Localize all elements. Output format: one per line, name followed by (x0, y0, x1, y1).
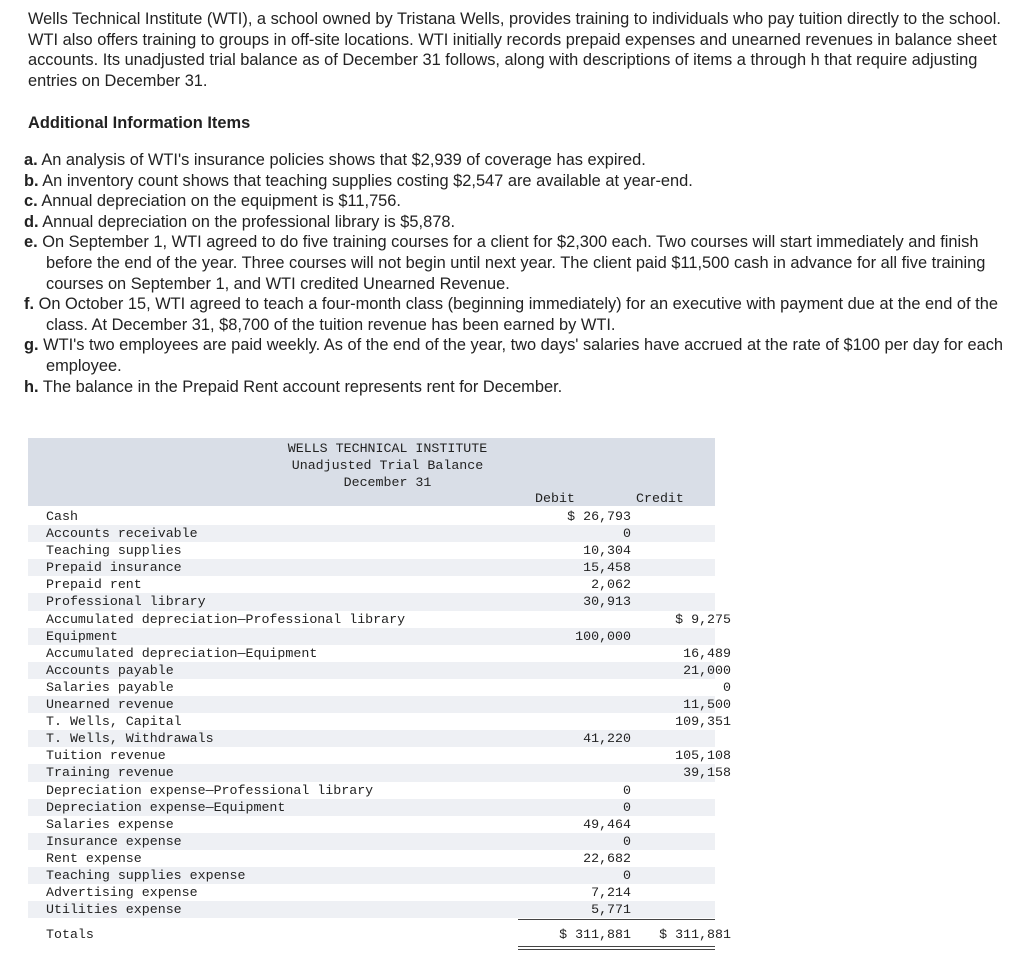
account-name: Prepaid insurance (46, 560, 182, 576)
table-row (28, 628, 715, 645)
double-rule-1 (518, 946, 715, 947)
account-name: T. Wells, Capital (46, 714, 182, 730)
info-item-text: An analysis of WTI's insurance policies shows that $2,939 of coverage has expired. (41, 151, 646, 169)
info-item-letter: g. (24, 336, 39, 355)
debit-amount: 0 (623, 782, 631, 798)
table-row (28, 713, 731, 730)
section-title: Additional Information Items (28, 114, 251, 132)
totals-row (28, 926, 731, 943)
info-item-text: Annual depreciation on the professional library is $5,878. (42, 212, 455, 231)
credit-amount: 0 (723, 679, 731, 695)
info-item-letter: e. (24, 233, 38, 252)
table-row (28, 764, 731, 781)
table-row (28, 850, 715, 867)
statement-title: Unadjusted Trial Balance (291, 458, 484, 473)
account-name: Salaries payable (46, 679, 174, 695)
info-item-letter: d. (24, 212, 39, 231)
debit-amount: 0 (623, 867, 631, 883)
trial-balance-rows (28, 508, 731, 918)
account-name: Unearned revenue (46, 697, 174, 713)
account-name: Rent expense (46, 850, 142, 866)
debit-column-header: Debit (535, 491, 575, 506)
credit-amount: 11,500 (683, 697, 731, 713)
debit-amount: 15,458 (583, 560, 631, 576)
account-name: Tuition revenue (46, 748, 166, 764)
totals-credit: $ 311,881 (659, 927, 731, 942)
info-item (24, 212, 1009, 233)
account-name: Accounts payable (46, 662, 174, 678)
table-row (28, 593, 715, 610)
account-name: Insurance expense (46, 833, 182, 849)
double-rule-2 (518, 949, 715, 950)
table-row (28, 559, 715, 576)
credit-amount: $ 9,275 (675, 611, 731, 627)
info-item-letter: b. (24, 171, 39, 190)
account-name: Utilities expense (46, 902, 182, 918)
account-name: Professional library (46, 594, 206, 610)
table-row (28, 645, 731, 662)
debit-amount: 49,464 (583, 816, 631, 832)
account-name: T. Wells, Withdrawals (46, 731, 214, 747)
table-row (28, 782, 715, 799)
info-item (24, 294, 1009, 335)
trial-balance-header (28, 438, 715, 506)
table-row (28, 679, 731, 696)
info-item (24, 150, 1009, 171)
credit-amount: 16,489 (683, 645, 731, 661)
table-row (28, 747, 731, 764)
account-name: Advertising expense (46, 885, 198, 901)
account-name: Cash (46, 509, 78, 524)
credit-amount: 21,000 (683, 662, 731, 678)
account-name: Training revenue (46, 765, 174, 781)
info-item-text: WTI's two employees are paid weekly. As of the end of the year, two days' salaries have accrued at the rate of $100 per day for each employee. (43, 336, 1004, 375)
info-item-letter: a. (24, 151, 38, 169)
account-name: Depreciation expense—Professional library (46, 782, 374, 798)
company-name: WELLS TECHNICAL INSTITUTE (287, 441, 488, 456)
info-item-text: The balance in the Prepaid Rent account represents rent for December. (42, 377, 563, 396)
info-item (24, 377, 1009, 398)
table-row (28, 833, 715, 850)
debit-amount: 0 (623, 799, 631, 815)
table-row (28, 730, 715, 747)
info-item-text: Annual depreciation on the equipment is $11,756. (41, 192, 401, 211)
table-row (28, 799, 715, 816)
credit-amount: 105,108 (675, 748, 731, 764)
account-name: Equipment (46, 628, 118, 644)
debit-amount: 0 (623, 833, 631, 849)
intro-paragraph: Wells Technical Institute (WTI), a school owned by Tristana Wells, provides training to individuals who pay tuition directly to the school. WTI also offers training to groups in off-site locations. WTI initially records prepaid expenses and unearned revenues in balance sheet accounts. Its unadjusted trial balance as of December 31 follows, along with descriptions of items a through h that require adjusting entries on December 31. (28, 10, 1001, 90)
totals-rule (518, 919, 715, 920)
table-row (28, 576, 715, 593)
debit-amount: $ 26,793 (567, 509, 631, 524)
debit-amount: 10,304 (583, 543, 631, 559)
table-row (28, 611, 731, 628)
account-name: Salaries expense (46, 816, 174, 832)
table-row (28, 662, 731, 679)
totals-debit: $ 311,881 (559, 927, 631, 942)
account-name: Teaching supplies (46, 543, 182, 559)
table-row (28, 525, 715, 542)
table-row (28, 901, 715, 918)
credit-amount: 109,351 (675, 714, 731, 730)
debit-amount: 5,771 (591, 902, 631, 918)
credit-column-header: Credit (636, 491, 684, 506)
debit-amount: 0 (623, 526, 631, 542)
account-name: Accounts receivable (46, 526, 198, 542)
statement-date: December 31 (343, 475, 432, 490)
debit-amount: 2,062 (591, 577, 631, 593)
info-item-text: On September 1, WTI agreed to do five training courses for a client for $2,300 each. Two courses will start immediately and finish before the end of the year. Three courses will not begin until next year. The client paid $11,500 cash in advance for all five training courses on September 1, and WTI credited Unearned Revenue. (42, 233, 986, 293)
debit-amount: 22,682 (583, 850, 631, 866)
debit-amount: 30,913 (583, 594, 631, 610)
debit-amount: 41,220 (583, 731, 631, 747)
info-item (24, 191, 1009, 212)
trial-balance-title-block (260, 440, 515, 491)
info-item-text: On October 15, WTI agreed to teach a four-month class (beginning immediately) for an executive with payment due at the end of the class. At December 31, $8,700 of the tuition revenue has been earned by WTI. (38, 295, 998, 334)
account-name: Accumulated depreciation—Professional library (46, 611, 406, 627)
info-item-letter: c. (24, 192, 38, 211)
debit-amount: 7,214 (591, 885, 631, 901)
table-row (28, 696, 731, 713)
totals-label: Totals (46, 927, 94, 942)
table-row (28, 884, 715, 901)
table-row (28, 542, 715, 559)
table-row (28, 867, 715, 884)
account-name: Prepaid rent (46, 577, 142, 593)
info-item-text: An inventory count shows that teaching supplies costing $2,547 are available at year-end. (42, 171, 693, 190)
credit-amount: 39,158 (683, 765, 731, 781)
info-item-letter: h. (24, 377, 39, 396)
table-row (28, 508, 715, 525)
info-item (24, 171, 1009, 192)
info-item (24, 335, 1009, 376)
debit-amount: 100,000 (575, 628, 631, 644)
info-item (24, 232, 1009, 294)
table-row (28, 816, 715, 833)
info-item-letter: f. (24, 295, 35, 314)
additional-info-list (24, 150, 1009, 397)
account-name: Depreciation expense—Equipment (46, 799, 286, 815)
account-name: Teaching supplies expense (46, 867, 246, 883)
account-name: Accumulated depreciation—Equipment (46, 645, 318, 661)
